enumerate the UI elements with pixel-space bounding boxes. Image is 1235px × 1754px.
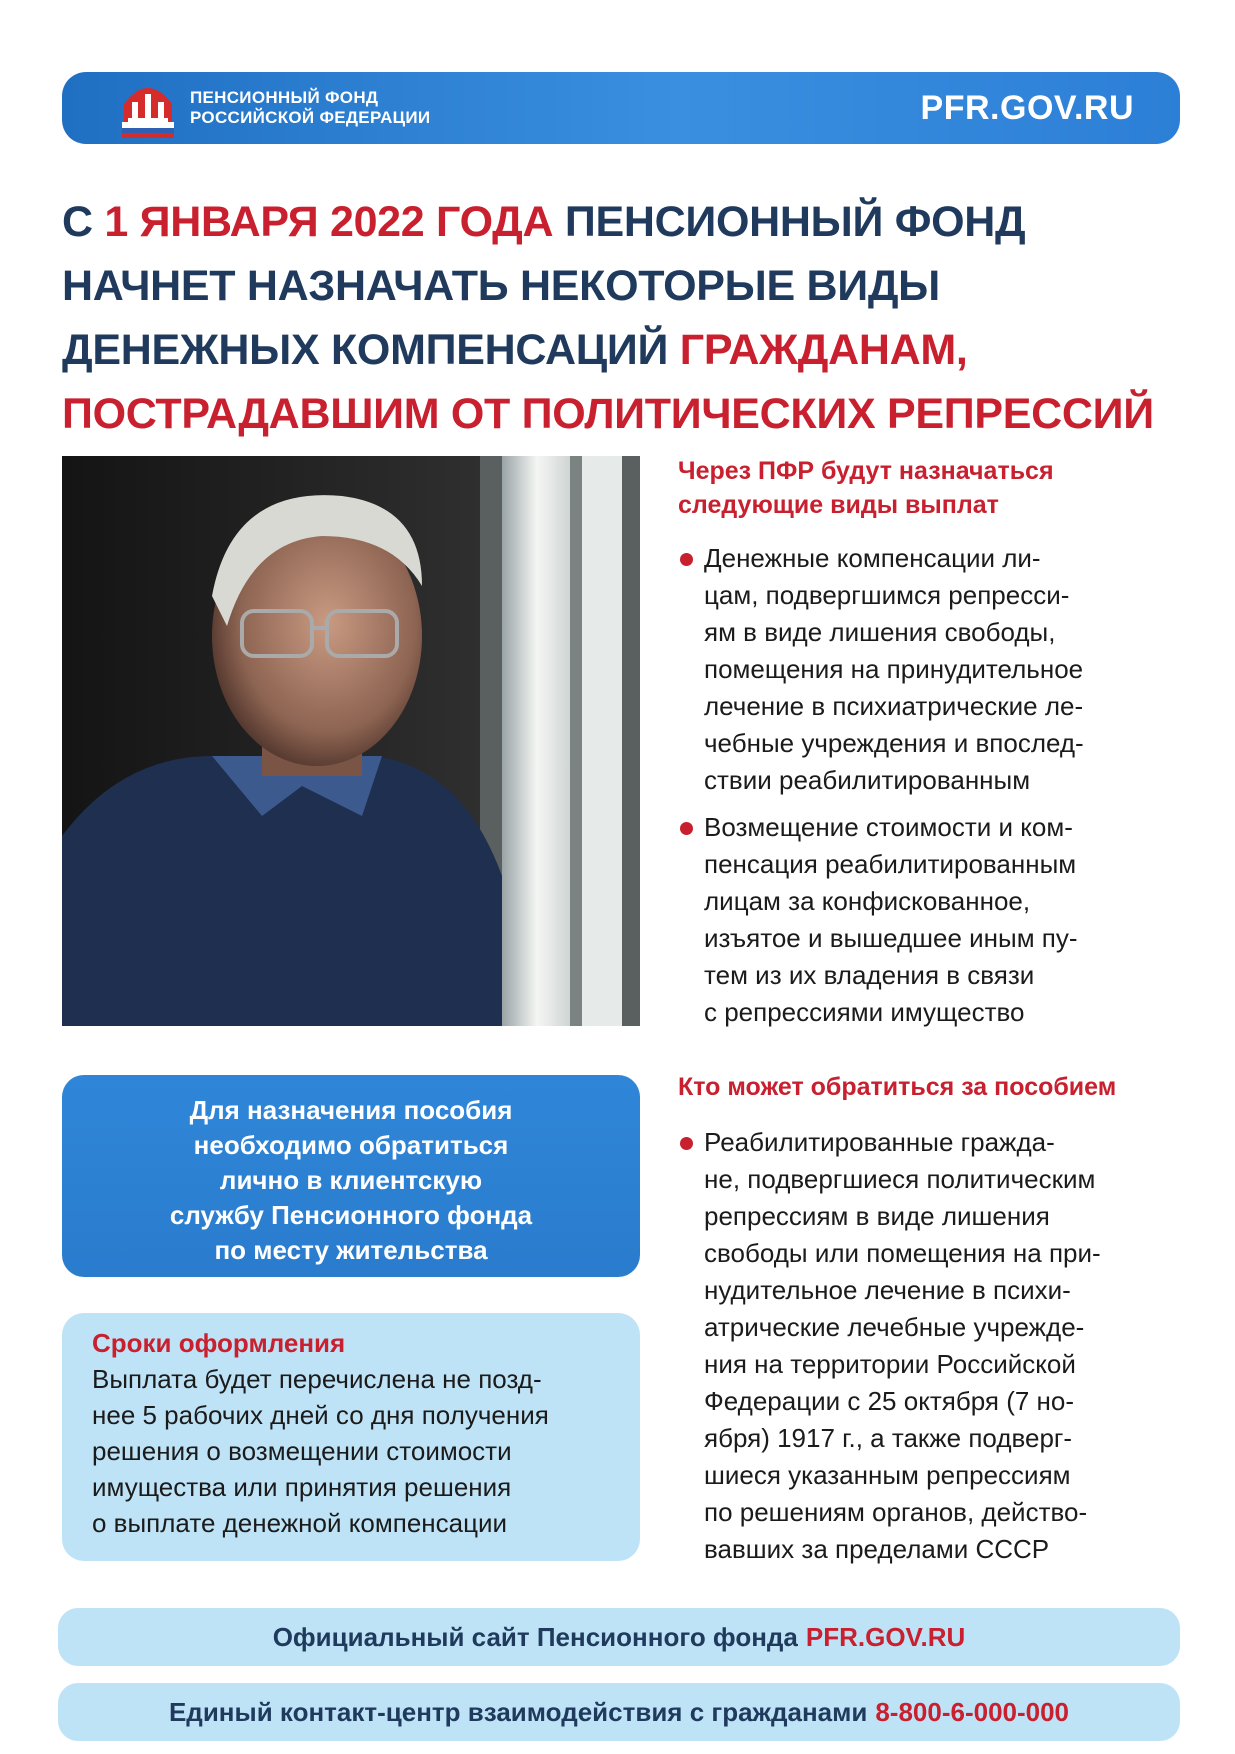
payments-item-1 xyxy=(678,540,1198,799)
footer-phone-label: Единый контакт-центр взаимодействия с гражданами xyxy=(168,1696,868,1727)
line: ября) 1917 г., а также подверг- xyxy=(704,1423,1073,1453)
line: по решениям органов, действо- xyxy=(704,1497,1088,1527)
line: необходимо обратиться xyxy=(193,1130,509,1160)
line: помещения на принудительное xyxy=(704,654,1084,684)
line: атрические лечебные учрежде- xyxy=(704,1312,1085,1342)
line: ям в виде лишения свободы, xyxy=(704,617,1056,647)
line: вавших за пределами СССР xyxy=(704,1534,1050,1564)
footer-phone-bar xyxy=(58,1683,1180,1741)
headline-line-1 xyxy=(62,190,1202,254)
payments-section xyxy=(678,454,1198,1031)
line: Реабилитированные гражда- xyxy=(704,1127,1055,1157)
apply-info-box xyxy=(62,1075,640,1277)
bullet-icon xyxy=(680,822,693,835)
headline-line-3 xyxy=(62,318,1202,382)
header-bar xyxy=(62,72,1180,144)
headline-text: ПЕНСИОННЫЙ ФОНД xyxy=(553,198,1026,246)
line: изъятое и вышедшее иным пу- xyxy=(704,923,1078,953)
payments-item-2 xyxy=(678,809,1198,1031)
line: ния на территории Российской xyxy=(704,1349,1076,1379)
line: о выплате денежной компенсации xyxy=(92,1508,508,1538)
headline-text: С xyxy=(62,198,105,246)
headline-line-2: НАЧНЕТ НАЗНАЧАТЬ НЕКОТОРЫЕ ВИДЫ xyxy=(62,262,940,310)
line: нее 5 рабочих дней со дня получения xyxy=(92,1400,549,1430)
headline-text: ДЕНЕЖНЫХ КОМПЕНСАЦИЙ xyxy=(62,326,680,374)
line: Денежные компенсации ли- xyxy=(704,543,1041,573)
line: имущества или принятия решения xyxy=(92,1472,512,1502)
footer-phone-number[interactable]: 8-800-6-000-000 xyxy=(875,1696,1070,1727)
line: не, подвергшиеся политическим xyxy=(704,1164,1096,1194)
line: Федерации с 25 октября (7 но- xyxy=(704,1386,1075,1416)
line: службу Пенсионного фонда xyxy=(169,1200,533,1230)
bullet-icon xyxy=(680,553,693,566)
line: Для назначения пособия xyxy=(189,1095,513,1125)
eligibility-title: Кто может обратиться за пособием xyxy=(678,1073,1117,1101)
terms-text xyxy=(92,1361,610,1541)
line: цам, подвергшимся репресси- xyxy=(704,580,1070,610)
org-name-line1: ПЕНСИОННЫЙ ФОНД xyxy=(190,88,379,107)
footer-site-label: Официальный сайт Пенсионного фонда xyxy=(272,1621,798,1652)
page-headline xyxy=(62,190,1202,446)
headline-highlight: ГРАЖДАНАМ, xyxy=(679,326,968,374)
terms-box xyxy=(62,1313,640,1561)
org-name-line2: РОССИЙСКОЙ ФЕДЕРАЦИИ xyxy=(190,108,431,127)
line: с репрессиями имущество xyxy=(704,997,1025,1027)
line: по месту жительства xyxy=(214,1235,488,1265)
eligibility-section xyxy=(678,1070,1198,1568)
headline-date: 1 ЯНВАРЯ 2022 ГОДА xyxy=(104,198,554,246)
line: пенсация реабилитированным xyxy=(704,849,1077,879)
line: Возмещение стоимости и ком- xyxy=(704,812,1073,842)
line: решения о возмещении стоимости xyxy=(92,1436,512,1466)
footer-site-link[interactable]: PFR.GOV.RU xyxy=(805,1621,966,1652)
payments-title-line1: Через ПФР будут назначаться xyxy=(678,457,1054,485)
headline-line-4: ПОСТРАДАВШИМ ОТ ПОЛИТИЧЕСКИХ РЕПРЕССИЙ xyxy=(62,390,1154,438)
line: тем из их владения в связи xyxy=(704,960,1035,990)
line: нудительное лечение в психи- xyxy=(704,1275,1071,1305)
payments-title xyxy=(678,454,1198,522)
org-name xyxy=(190,88,430,128)
line: Выплата будет перечислена не позд- xyxy=(92,1364,542,1394)
elderly-man-photo xyxy=(62,456,640,1026)
pfr-logo-group xyxy=(120,78,430,138)
bullet-icon xyxy=(680,1137,693,1150)
line: шиеся указанным репрессиям xyxy=(704,1460,1071,1490)
line: свободы или помещения на при- xyxy=(704,1238,1101,1268)
line: лечение в психиатрические ле- xyxy=(704,691,1084,721)
terms-title: Сроки оформления xyxy=(92,1328,346,1358)
pfr-logo-icon xyxy=(120,78,176,138)
eligibility-item xyxy=(678,1124,1198,1568)
photo-illustration xyxy=(62,456,640,1026)
line: лицам за конфискованное, xyxy=(704,886,1031,916)
line: лично в клиентскую xyxy=(219,1165,483,1195)
footer-site-bar xyxy=(58,1608,1180,1666)
header-site-url[interactable]: PFR.GOV.RU xyxy=(920,88,1134,127)
line: ствии реабилитированным xyxy=(704,765,1031,795)
payments-title-line2: следующие виды выплат xyxy=(678,491,999,519)
line: репрессиям в виде лишения xyxy=(704,1201,1050,1231)
line: чебные учреждения и впослед- xyxy=(704,728,1084,758)
